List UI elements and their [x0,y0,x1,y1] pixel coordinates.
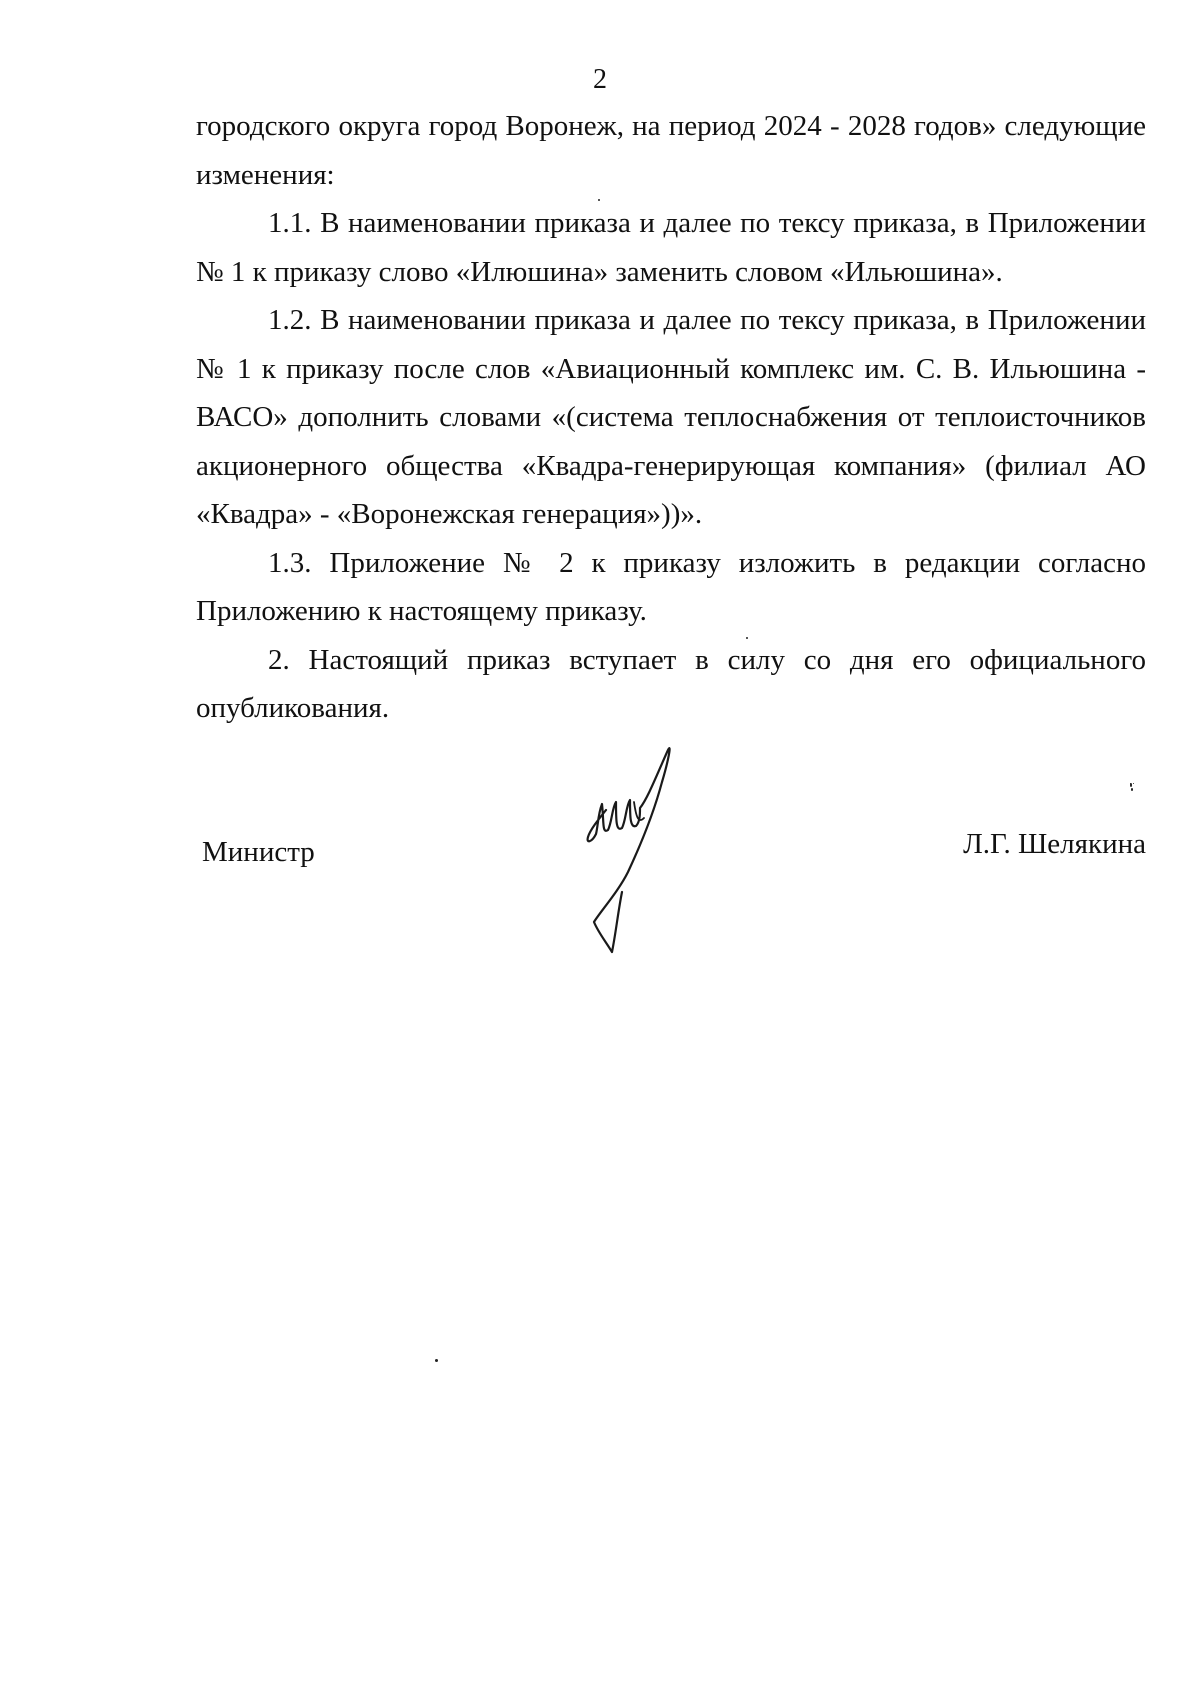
scan-speck [435,1359,438,1362]
scan-speck [1133,783,1134,784]
paragraph-1-1: 1.1. В наименовании приказа и далее по тексу приказа, в Приложении № 1 к приказу слово «Илюшина» заменить словом «Ильюшина». [196,207,1146,288]
scan-speck [1130,783,1131,784]
paragraph-1-2: 1.2. В наименовании приказа и далее по тексу приказа, в Приложении № 1 к приказу после слов «Авиационный комплекс им. С. В. Ильюшина - ВАСО» дополнить словами «(система теплоснабжения от теплоисточников акционерного общества «Квадра-генерирующая компания» (филиал АО «Квадра» - «Воронежская генерация»))». [196,304,1146,530]
paragraph-intro: городского округа город Воронеж, на период 2024 - 2028 годов» следующие изменения: [196,110,1146,191]
paragraph-1-3: 1.3. Приложение № 2 к приказу изложить в редакции согласно Приложению к настоящему приказу. [196,546,1146,627]
position-title: Министр [202,836,315,868]
scan-speck [1131,788,1133,791]
paragraph-2: 2. Настоящий приказ вступает в силу со дня его официального опубликования. [196,643,1146,724]
document-body [196,102,1146,733]
handwritten-signature-icon [568,742,698,962]
scan-speck [746,637,748,639]
page-number: 2 [593,64,607,95]
signer-name: Л.Г. Шелякина [963,828,1146,860]
scan-speck [598,199,600,201]
